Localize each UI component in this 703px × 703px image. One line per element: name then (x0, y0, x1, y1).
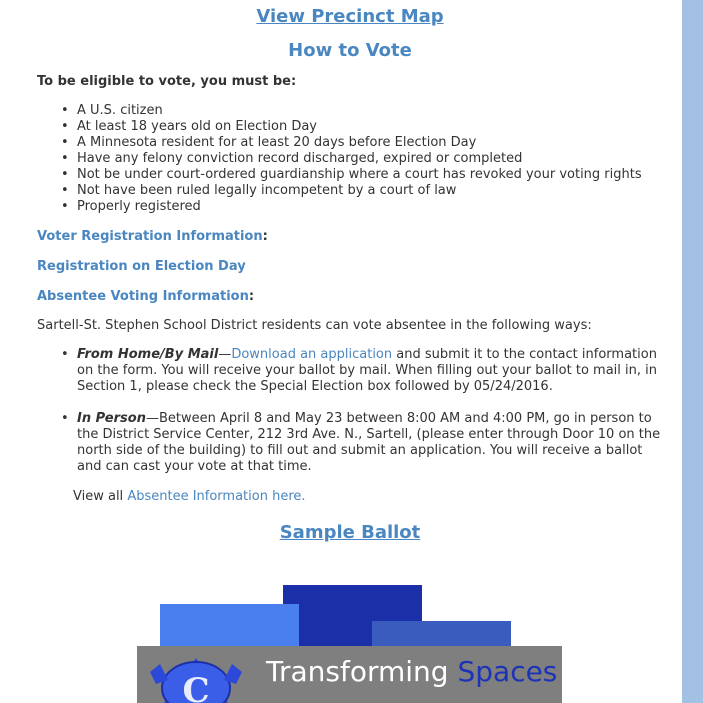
sartell-c-logo-icon (146, 650, 246, 703)
registration-election-day-link[interactable]: Registration on Election Day (37, 259, 246, 274)
absentee-home-item (59, 347, 669, 395)
how-to-vote-heading: How to Vote (288, 40, 412, 61)
download-application-link[interactable]: Download an application (231, 347, 393, 362)
home-mail-title: From Home/By Mail (77, 347, 219, 362)
in-person-title: In Person (77, 411, 146, 426)
voter-registration-label[interactable]: Voter Registration Information (37, 229, 263, 244)
voter-registration-link[interactable] (37, 229, 268, 244)
absentee-information-link[interactable]: Absentee Information here. (127, 489, 306, 504)
list-item: • Have any felony conviction record discharged, expired or completed (59, 151, 642, 167)
colon: : (262, 229, 268, 244)
list-item: • Properly registered (59, 199, 642, 215)
view-all-prefix: View all (73, 489, 128, 504)
view-precinct-map-link[interactable]: View Precinct Map (256, 6, 444, 27)
brand-text (266, 652, 557, 692)
brand-word-spaces: Spaces (457, 655, 558, 688)
home-mail-text: and submit it to the contact information on the form. You will receive your ballot by mail. When filling out your ballot to mail in, in Section 1, please check the Special Election box followed by 05/24/2016. (77, 347, 657, 394)
eligibility-list (59, 103, 642, 215)
absentee-voting-link[interactable] (37, 289, 254, 304)
list-item: • At least 18 years old on Election Day (59, 119, 642, 135)
eligibility-intro: To be eligible to vote, you must be: (37, 74, 297, 89)
list-item: • A U.S. citizen (59, 103, 642, 119)
bullet: • (61, 347, 69, 362)
brand-word-transforming: Transforming (266, 655, 449, 688)
colon: : (248, 289, 255, 304)
absentee-person-item (59, 411, 669, 475)
logo-block-mid (372, 621, 511, 647)
svg-text:C: C (182, 671, 210, 703)
list-item: • Not be under court-ordered guardianship where a court has revoked your voting rights (59, 167, 642, 183)
right-sidebar-bar (682, 0, 703, 703)
bullet: • (61, 411, 69, 426)
sample-ballot-link[interactable]: Sample Ballot (279, 522, 421, 543)
in-person-text: —Between April 8 and May 23 between 8:00 AM and 4:00 PM, go in person to the District Service Center, 212 3rd Ave. N., Sartell, (please enter through Door 10 on the north side of the building) to fill out and submit an application. You will receive a ballot and can cast your vote at that time. (77, 411, 661, 474)
absentee-voting-label[interactable]: Absentee Voting Information (37, 289, 249, 304)
list-item: • A Minnesota resident for at least 20 days before Election Day (59, 135, 642, 151)
logo-block-light (160, 604, 299, 647)
absentee-intro: Sartell-St. Stephen School District residents can vote absentee in the following ways: (37, 318, 592, 333)
list-item: • Not have been ruled legally incompetent by a court of law (59, 183, 642, 199)
view-all-absentee (73, 489, 306, 505)
dash: — (218, 347, 232, 362)
